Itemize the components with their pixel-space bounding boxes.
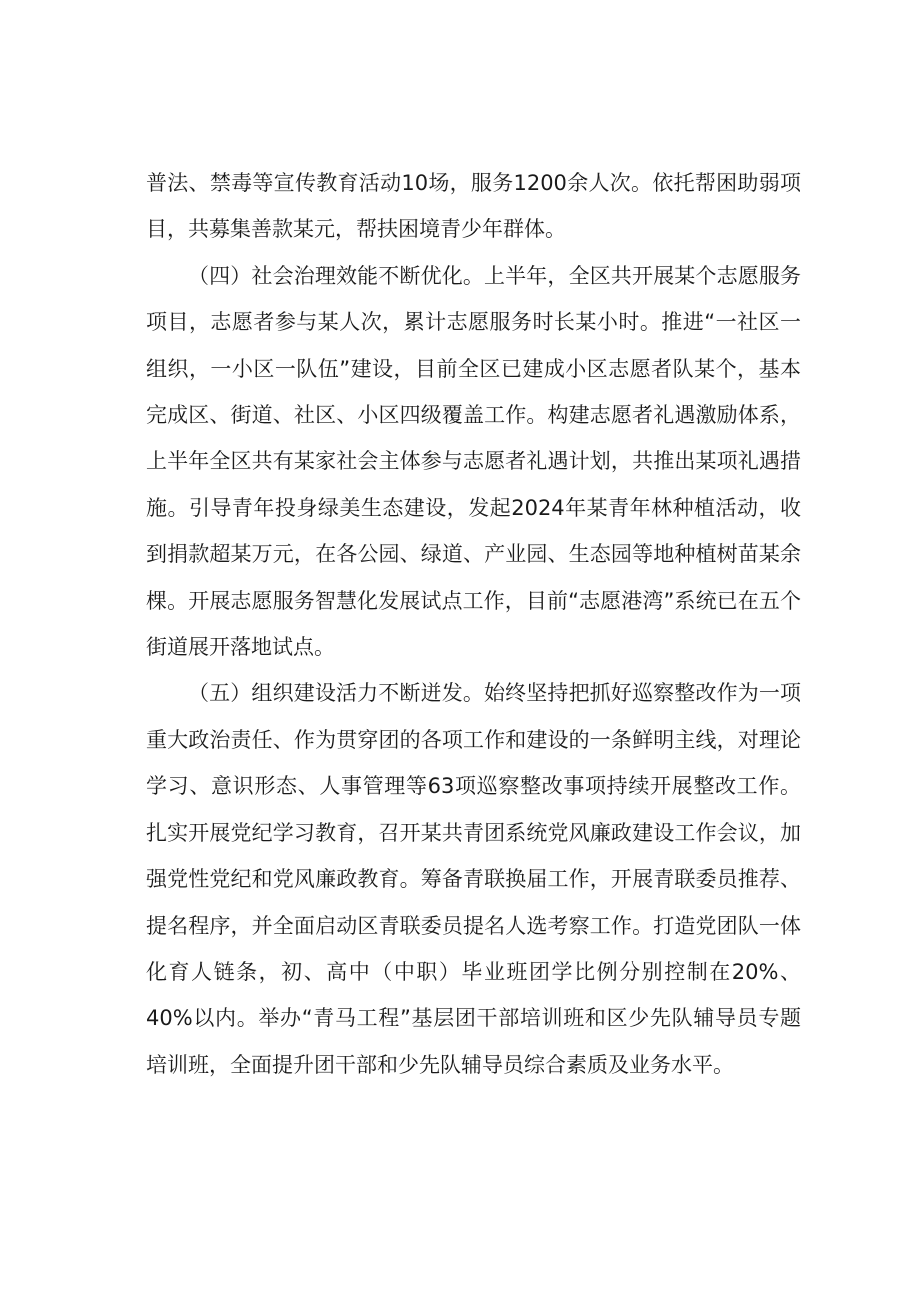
paragraph-organization-building: （五）组织建设活力不断迸发。始终坚持把抓好巡察整改作为一项重大政治责任、作为贯穿团的各项工作和建设的一条鲜明主线，对理论学习、意识形态、人事管理等63项巡察整改事项持续开展整改工作。扎实开展党纪学习教育，召开某共青团系统党风廉政建设工作会议，加强党性党纪和党风廉政教育。筹备青联换届工作，开展青联委员推荐、提名程序，并全面启动区青联委员提名人选考察工作。打造党团队一体化育人链条，初、高中（中职）毕业班团学比例分别控制在20%、40%以内。举办“青马工程”基层团干部培训班和区少先队辅导员专题培训班，全面提升团干部和少先队辅导员综合素质及业务水平。 <box>146 681 801 1077</box>
paragraph-continuation: 普法、禁毒等宣传教育活动10场，服务1200余人次。依托帮困助弱项目，共募集善款某元，帮扶困境青少年群体。 <box>146 171 801 242</box>
document-body <box>146 160 801 1088</box>
paragraph-social-governance: （四）社会治理效能不断优化。上半年，全区共开展某个志愿服务项目，志愿者参与某人次，累计志愿服务时长某小时。推进“一社区一组织，一小区一队伍”建设，目前全区已建成小区志愿者队某个，基本完成区、街道、社区、小区四级覆盖工作。构建志愿者礼遇激励体系，上半年全区共有某家社会主体参与志愿者礼遇计划，共推出某项礼遇措施。引导青年投身绿美生态建设，发起2024年某青年林种植活动，收到捐款超某万元，在各公园、绿道、产业园、生态园等地种植树苗某余棵。开展志愿服务智慧化发展试点工作，目前“志愿港湾”系统已在五个街道展开落地试点。 <box>146 263 801 660</box>
